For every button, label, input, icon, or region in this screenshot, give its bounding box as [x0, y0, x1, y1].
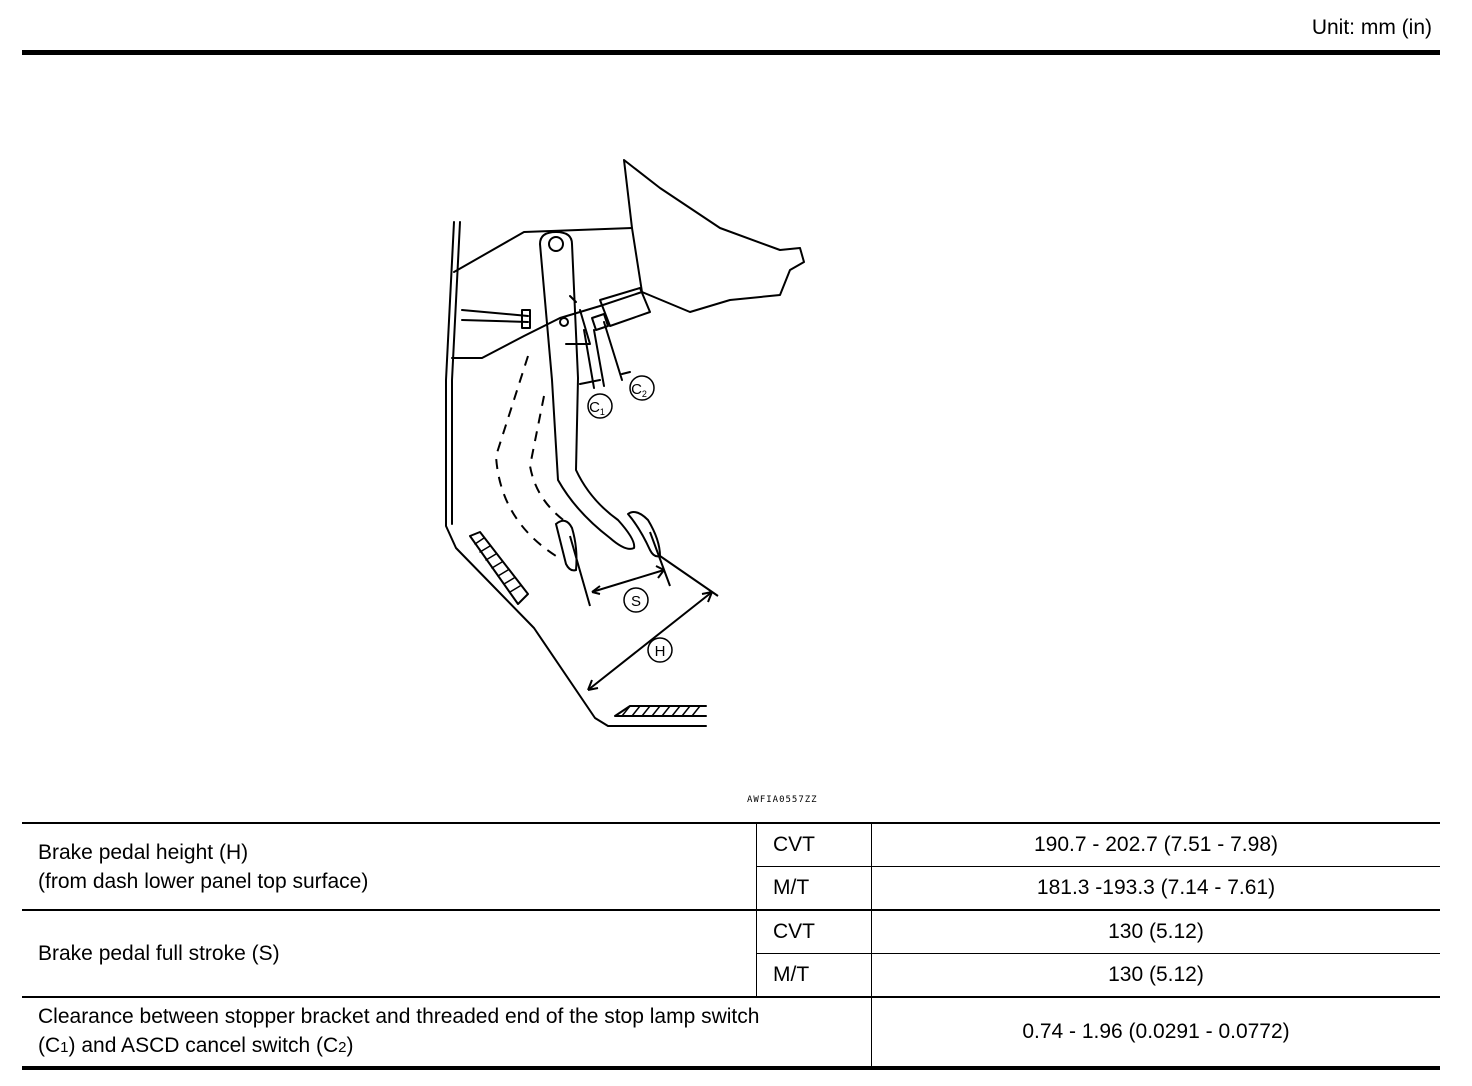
- callout-c1-label: $C_1$: [589, 399, 605, 417]
- table-row: [22, 823, 1440, 867]
- pedal-pad: [628, 512, 660, 556]
- depressed-pedal-outline: [496, 356, 556, 556]
- brake-pedal-diagram: [420, 150, 830, 750]
- value-cell: 130 (5.12): [872, 910, 1441, 954]
- callout-c2-label: $C_2$: [631, 381, 647, 399]
- value-cell: 0.74 - 1.96 (0.0291 - 0.0772): [872, 997, 1441, 1068]
- unit-label: Unit: mm (in): [1311, 16, 1432, 39]
- pedal-height-item: Brake pedal height (H) (from dash lower panel top surface): [22, 823, 757, 910]
- pedal-arm: [540, 232, 634, 549]
- full-stroke-item: Brake pedal full stroke (S): [22, 910, 757, 997]
- top-rule: [22, 50, 1440, 55]
- value-cell: 190.7 - 202.7 (7.51 - 7.98): [872, 823, 1441, 867]
- stroke-dimension: [570, 532, 670, 606]
- callout-h-label: H: [654, 643, 666, 660]
- pushrod: [462, 310, 528, 322]
- dash-panel-inner-line: [452, 222, 460, 524]
- trans-cell: M/T: [757, 954, 872, 998]
- trans-cell: CVT: [757, 823, 872, 867]
- table-row: [22, 910, 1440, 954]
- stop-lamp-switch: [600, 288, 650, 326]
- figure-code: AWFIA0557ZZ: [747, 795, 818, 805]
- table-row: [22, 997, 1440, 1068]
- pedal-spec-table: [22, 822, 1440, 1070]
- clearance-item: Clearance between stopper bracket and threaded end of the stop lamp switch (C1) and ASCD cancel switch (C2): [22, 997, 872, 1068]
- callout-s-label: S: [630, 593, 642, 610]
- value-cell: 130 (5.12): [872, 954, 1441, 998]
- height-dimension: [588, 556, 718, 690]
- trans-cell: CVT: [757, 910, 872, 954]
- trans-cell: M/T: [757, 867, 872, 911]
- value-cell: 181.3 -193.3 (7.14 - 7.61): [872, 867, 1441, 911]
